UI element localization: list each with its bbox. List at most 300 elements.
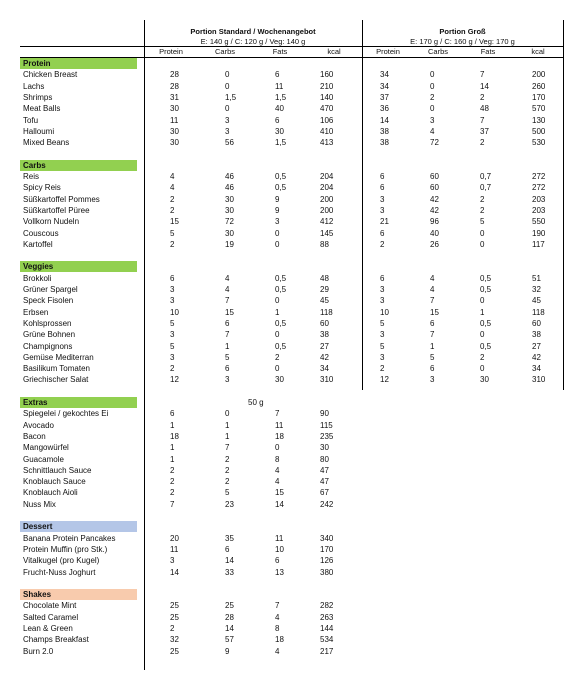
value-fats: 7 — [275, 601, 280, 611]
value-fats: 3 — [275, 217, 280, 227]
value-kcal: 200 — [532, 70, 546, 80]
table-row — [20, 623, 563, 634]
value-kcal: 34 — [532, 364, 541, 374]
value-kcal: 160 — [320, 70, 334, 80]
value-fats: 0,5 — [275, 273, 287, 283]
value-protein: 5 — [380, 341, 385, 351]
table-row — [20, 341, 563, 352]
value-carbs: 0 — [225, 409, 230, 419]
standard-portion-title: Portion Standard / Wochenangebot — [190, 27, 316, 36]
value-fats: 9 — [275, 205, 280, 215]
value-protein: 25 — [170, 612, 179, 622]
value-carbs: 60 — [430, 172, 439, 181]
value-carbs: 25 — [225, 601, 234, 611]
value-fats: 14 — [480, 81, 489, 91]
value-kcal: 380 — [320, 567, 334, 577]
table-row — [20, 567, 563, 578]
value-protein: 25 — [170, 646, 179, 656]
value-fats: 15 — [275, 488, 284, 498]
value-fats: 0,5 — [275, 183, 287, 193]
value-kcal: 145 — [320, 228, 334, 238]
item-name: Reis — [23, 172, 40, 181]
value-fats: 8 — [275, 624, 280, 633]
value-kcal: 140 — [320, 92, 334, 102]
item-name: Kohlsprossen — [23, 318, 72, 328]
value-protein: 2 — [170, 624, 175, 633]
value-kcal: 310 — [532, 375, 546, 385]
item-name: Knoblauch Aioli — [23, 488, 78, 498]
value-fats: 2 — [480, 138, 485, 148]
value-protein: 2 — [170, 477, 175, 487]
value-protein: 3 — [380, 205, 385, 215]
item-name: Spicy Reis — [23, 183, 61, 193]
value-carbs: 46 — [225, 172, 234, 181]
item-name: Meat Balls — [23, 104, 61, 114]
column-header-fats: Fats — [480, 47, 496, 56]
value-kcal: 60 — [320, 318, 329, 328]
value-fats: 6 — [275, 115, 280, 125]
value-kcal: 272 — [532, 172, 546, 181]
value-protein: 3 — [380, 285, 385, 294]
item-name: Grüne Bohnen — [23, 330, 76, 340]
value-carbs: 3 — [225, 375, 230, 385]
table-row — [20, 487, 563, 498]
item-name: Lachs — [23, 81, 45, 91]
value-protein: 10 — [380, 307, 389, 317]
value-protein: 38 — [380, 126, 389, 136]
item-name: Griechischer Salat — [23, 375, 89, 385]
value-kcal: 130 — [532, 115, 546, 125]
value-carbs: 3 — [430, 115, 435, 125]
column-header-carbs: Carbs — [214, 47, 235, 56]
value-fats: 5 — [480, 217, 485, 227]
value-fats: 11 — [275, 81, 284, 91]
value-protein: 3 — [380, 352, 385, 362]
value-fats: 0 — [480, 296, 485, 306]
value-kcal: 47 — [320, 465, 329, 475]
table-row — [20, 92, 563, 103]
value-kcal: 144 — [320, 624, 334, 633]
value-carbs: 15 — [430, 307, 439, 317]
value-kcal: 203 — [532, 194, 546, 204]
section-header-veggies: Veggies — [20, 261, 137, 272]
value-kcal: 204 — [320, 183, 334, 193]
item-name: Gemüse Mediterran — [23, 352, 94, 362]
item-name: Kartoffel — [23, 239, 53, 249]
value-fats: 6 — [275, 556, 280, 566]
value-protein: 5 — [170, 341, 175, 351]
value-protein: 6 — [380, 273, 385, 283]
item-name: Vollkorn Nudeln — [23, 217, 80, 227]
item-name: Frucht-Nuss Joghurt — [23, 567, 96, 577]
value-protein: 1 — [170, 454, 175, 464]
value-fats: 1,5 — [275, 138, 287, 148]
value-fats: 0,5 — [275, 285, 287, 294]
extras-portion-note: 50 g — [248, 398, 264, 407]
table-row — [20, 454, 563, 465]
value-fats: 0,5 — [480, 273, 492, 283]
value-kcal: 45 — [532, 296, 541, 306]
value-kcal: 190 — [532, 228, 546, 238]
value-carbs: 1,5 — [225, 92, 237, 102]
section-header-dessert: Dessert — [20, 521, 137, 532]
item-name: Erbsen — [23, 307, 49, 317]
value-kcal: 170 — [532, 92, 546, 102]
value-carbs: 46 — [225, 183, 234, 193]
table-row — [20, 228, 563, 239]
value-protein: 34 — [380, 70, 389, 80]
value-fats: 0 — [480, 364, 485, 374]
table-row — [20, 216, 563, 227]
value-carbs: 6 — [430, 364, 435, 374]
value-protein: 1 — [170, 420, 175, 430]
value-fats: 7 — [275, 409, 280, 419]
value-fats: 2 — [480, 205, 485, 215]
value-protein: 7 — [170, 499, 175, 509]
table-row — [20, 374, 563, 385]
value-carbs: 7 — [430, 330, 435, 340]
value-kcal: 413 — [320, 138, 334, 148]
value-kcal: 115 — [320, 420, 333, 430]
value-kcal: 106 — [320, 115, 334, 125]
value-carbs: 6 — [430, 318, 435, 328]
table-row — [20, 352, 563, 363]
value-fats: 11 — [275, 420, 284, 430]
value-carbs: 30 — [225, 205, 234, 215]
value-protein: 18 — [170, 431, 179, 441]
item-name: Tofu — [23, 115, 39, 125]
value-kcal: 32 — [532, 285, 541, 294]
value-fats: 4 — [275, 477, 280, 487]
value-carbs: 35 — [225, 533, 234, 543]
item-name: Vitalkugel (pro Kugel) — [23, 556, 100, 566]
value-carbs: 7 — [225, 330, 230, 340]
value-protein: 3 — [170, 556, 175, 566]
value-fats: 0,7 — [480, 183, 492, 193]
value-carbs: 1 — [430, 341, 435, 351]
value-kcal: 42 — [532, 352, 541, 362]
value-protein: 12 — [380, 375, 389, 385]
item-name: Süßkartoffel Pommes — [23, 194, 100, 204]
value-kcal: 38 — [320, 330, 329, 340]
value-protein: 2 — [170, 194, 175, 204]
table-row — [20, 205, 563, 216]
table-row — [20, 363, 563, 374]
value-kcal: 126 — [320, 556, 334, 566]
value-carbs: 6 — [225, 318, 230, 328]
item-name: Protein Muffin (pro Stk.) — [23, 544, 108, 554]
section-header-carbs: Carbs — [20, 160, 137, 171]
section-header-protein: Protein — [20, 58, 137, 69]
value-carbs: 28 — [225, 612, 234, 622]
value-fats: 48 — [480, 104, 489, 114]
value-kcal: 42 — [320, 352, 329, 362]
value-kcal: 60 — [532, 318, 541, 328]
value-kcal: 412 — [320, 217, 334, 227]
item-name: Burn 2.0 — [23, 646, 54, 656]
large-portion-subtitle: E: 170 g / C: 160 g / Veg: 170 g — [410, 37, 515, 46]
value-fats: 1 — [275, 307, 280, 317]
value-fats: 0 — [275, 364, 280, 374]
item-name: Lean & Green — [23, 624, 73, 633]
value-carbs: 0 — [225, 70, 230, 80]
item-name: Shrimps — [23, 92, 53, 102]
value-protein: 30 — [170, 126, 179, 136]
value-carbs: 3 — [430, 375, 435, 385]
item-name: Chicken Breast — [23, 70, 78, 80]
value-kcal: 51 — [532, 273, 541, 283]
value-protein: 6 — [380, 183, 385, 193]
value-protein: 2 — [170, 488, 175, 498]
value-kcal: 200 — [320, 194, 334, 204]
value-fats: 1,5 — [275, 92, 287, 102]
value-carbs: 14 — [225, 624, 234, 633]
value-kcal: 88 — [320, 239, 329, 249]
value-protein: 12 — [170, 375, 179, 385]
table-row — [20, 600, 563, 611]
item-name: Banana Protein Pancakes — [23, 533, 116, 543]
table-row — [20, 408, 563, 419]
item-name: Champs Breakfast — [23, 635, 89, 645]
value-protein: 4 — [170, 183, 175, 193]
value-protein: 36 — [380, 104, 389, 114]
value-carbs: 19 — [225, 239, 234, 249]
value-protein: 21 — [380, 217, 389, 227]
column-header-fats: Fats — [272, 47, 288, 56]
value-kcal: 118 — [320, 307, 333, 317]
value-fats: 2 — [275, 352, 280, 362]
value-fats: 0 — [275, 239, 280, 249]
value-protein: 38 — [380, 138, 389, 148]
value-fats: 10 — [275, 544, 284, 554]
value-kcal: 340 — [320, 533, 334, 543]
table-row — [20, 555, 563, 566]
value-kcal: 534 — [320, 635, 334, 645]
value-kcal: 27 — [320, 341, 329, 351]
value-kcal: 282 — [320, 601, 334, 611]
value-fats: 0,5 — [480, 341, 492, 351]
item-name: Spiegelei / gekochtes Ei — [23, 409, 109, 419]
column-header-carbs: Carbs — [427, 47, 448, 56]
value-protein: 28 — [170, 70, 179, 80]
value-protein: 3 — [170, 352, 175, 362]
value-fats: 0 — [480, 239, 485, 249]
value-protein: 2 — [380, 239, 385, 249]
value-fats: 9 — [275, 194, 280, 204]
value-protein: 25 — [170, 601, 179, 611]
value-kcal: 29 — [320, 285, 329, 294]
value-carbs: 5 — [225, 488, 230, 498]
item-name: Guacamole — [23, 454, 64, 464]
table-row — [20, 81, 563, 92]
value-fats: 37 — [480, 126, 489, 136]
table-row — [20, 137, 563, 148]
value-protein: 15 — [170, 217, 179, 227]
value-carbs: 40 — [430, 228, 439, 238]
value-carbs: 96 — [430, 217, 439, 227]
value-fats: 30 — [275, 126, 284, 136]
item-name: Halloumi — [23, 126, 55, 136]
value-carbs: 72 — [225, 217, 234, 227]
value-fats: 2 — [480, 352, 485, 362]
table-row — [20, 499, 563, 510]
table-row — [20, 329, 563, 340]
value-carbs: 7 — [225, 443, 230, 453]
value-carbs: 5 — [225, 352, 230, 362]
value-carbs: 23 — [225, 499, 234, 509]
value-kcal: 48 — [320, 273, 329, 283]
value-protein: 11 — [170, 115, 179, 125]
value-fats: 2 — [480, 194, 485, 204]
value-protein: 14 — [170, 567, 179, 577]
value-kcal: 38 — [532, 330, 541, 340]
value-protein: 6 — [380, 228, 385, 238]
table-row — [20, 533, 563, 544]
value-kcal: 235 — [320, 431, 334, 441]
value-carbs: 42 — [430, 205, 439, 215]
value-kcal: 45 — [320, 296, 329, 306]
value-protein: 3 — [170, 330, 175, 340]
value-protein: 2 — [170, 205, 175, 215]
value-fats: 1 — [480, 307, 485, 317]
item-name: Champignons — [23, 341, 73, 351]
value-kcal: 310 — [320, 375, 334, 385]
value-fats: 14 — [275, 499, 284, 509]
table-row — [20, 476, 563, 487]
value-protein: 2 — [380, 364, 385, 374]
value-kcal: 67 — [320, 488, 329, 498]
value-protein: 3 — [170, 296, 175, 306]
value-carbs: 2 — [225, 454, 230, 464]
value-kcal: 203 — [532, 205, 546, 215]
value-protein: 31 — [170, 92, 179, 102]
item-name: Speck Fisolen — [23, 296, 74, 306]
value-carbs: 0 — [430, 70, 435, 80]
value-fats: 2 — [480, 92, 485, 102]
table-row — [20, 273, 563, 284]
value-carbs: 30 — [225, 194, 234, 204]
value-carbs: 7 — [430, 296, 435, 306]
value-carbs: 4 — [225, 285, 230, 294]
item-name: Avocado — [23, 420, 54, 430]
value-kcal: 90 — [320, 409, 329, 419]
value-protein: 34 — [380, 81, 389, 91]
item-name: Brokkoli — [23, 273, 52, 283]
value-carbs: 1 — [225, 341, 230, 351]
table-row — [20, 103, 563, 114]
value-fats: 4 — [275, 612, 280, 622]
value-protein: 3 — [380, 296, 385, 306]
table-row — [20, 307, 563, 318]
value-fats: 0,5 — [480, 285, 492, 294]
value-fats: 0 — [275, 228, 280, 238]
value-fats: 13 — [275, 567, 284, 577]
value-protein: 3 — [170, 285, 175, 294]
value-protein: 14 — [380, 115, 389, 125]
value-protein: 37 — [380, 92, 389, 102]
item-name: Mixed Beans — [23, 138, 70, 148]
value-fats: 18 — [275, 635, 284, 645]
value-kcal: 47 — [320, 477, 329, 487]
value-protein: 3 — [380, 194, 385, 204]
standard-portion-subtitle: E: 140 g / C: 120 g / Veg: 140 g — [200, 37, 306, 46]
value-kcal: 242 — [320, 499, 334, 509]
item-name: Knoblauch Sauce — [23, 477, 86, 487]
item-name: Grüner Spargel — [23, 285, 78, 294]
value-protein: 32 — [170, 635, 179, 645]
value-kcal: 410 — [320, 126, 334, 136]
value-carbs: 5 — [430, 352, 435, 362]
item-name: Nuss Mix — [23, 499, 56, 509]
value-carbs: 14 — [225, 556, 234, 566]
value-carbs: 4 — [225, 273, 230, 283]
value-carbs: 56 — [225, 138, 234, 148]
table-row — [20, 420, 563, 431]
table-row — [20, 442, 563, 453]
value-kcal: 260 — [532, 81, 546, 91]
value-protein: 6 — [380, 172, 385, 181]
value-kcal: 170 — [320, 544, 334, 554]
value-fats: 4 — [275, 465, 280, 475]
value-kcal: 118 — [532, 307, 545, 317]
value-fats: 30 — [480, 375, 489, 385]
table-row — [20, 284, 563, 295]
column-divider-right — [563, 20, 564, 390]
value-protein: 4 — [170, 172, 175, 181]
table-row — [20, 431, 563, 442]
value-carbs: 6 — [225, 364, 230, 374]
value-protein: 28 — [170, 81, 179, 91]
value-protein: 11 — [170, 544, 179, 554]
table-row — [20, 544, 563, 555]
table-row — [20, 634, 563, 645]
column-header-kcal: kcal — [327, 47, 341, 56]
value-protein: 3 — [380, 330, 385, 340]
table-row — [20, 115, 563, 126]
value-protein: 1 — [170, 443, 175, 453]
value-protein: 2 — [170, 364, 175, 374]
value-fats: 4 — [275, 646, 280, 656]
value-kcal: 470 — [320, 104, 334, 114]
value-fats: 0 — [275, 296, 280, 306]
table-row — [20, 465, 563, 476]
value-carbs: 0 — [225, 104, 230, 114]
value-carbs: 0 — [430, 81, 435, 91]
item-name: Chocolate Mint — [23, 601, 77, 611]
value-carbs: 2 — [225, 477, 230, 487]
value-kcal: 210 — [320, 81, 334, 91]
value-fats: 0,5 — [275, 318, 287, 328]
value-kcal: 263 — [320, 612, 334, 622]
value-protein: 5 — [170, 228, 175, 238]
value-fats: 0 — [275, 443, 280, 453]
value-carbs: 4 — [430, 273, 435, 283]
value-protein: 10 — [170, 307, 179, 317]
value-carbs: 4 — [430, 126, 435, 136]
value-fats: 0,5 — [480, 318, 492, 328]
table-row — [20, 182, 563, 193]
table-row — [20, 239, 563, 250]
value-carbs: 42 — [430, 194, 439, 204]
value-fats: 0,7 — [480, 172, 492, 181]
column-header-protein: Protein — [159, 47, 183, 56]
value-carbs: 1 — [225, 420, 230, 430]
value-kcal: 530 — [532, 138, 546, 148]
value-protein: 5 — [170, 318, 175, 328]
value-kcal: 204 — [320, 172, 334, 181]
table-row — [20, 126, 563, 137]
value-carbs: 57 — [225, 635, 234, 645]
